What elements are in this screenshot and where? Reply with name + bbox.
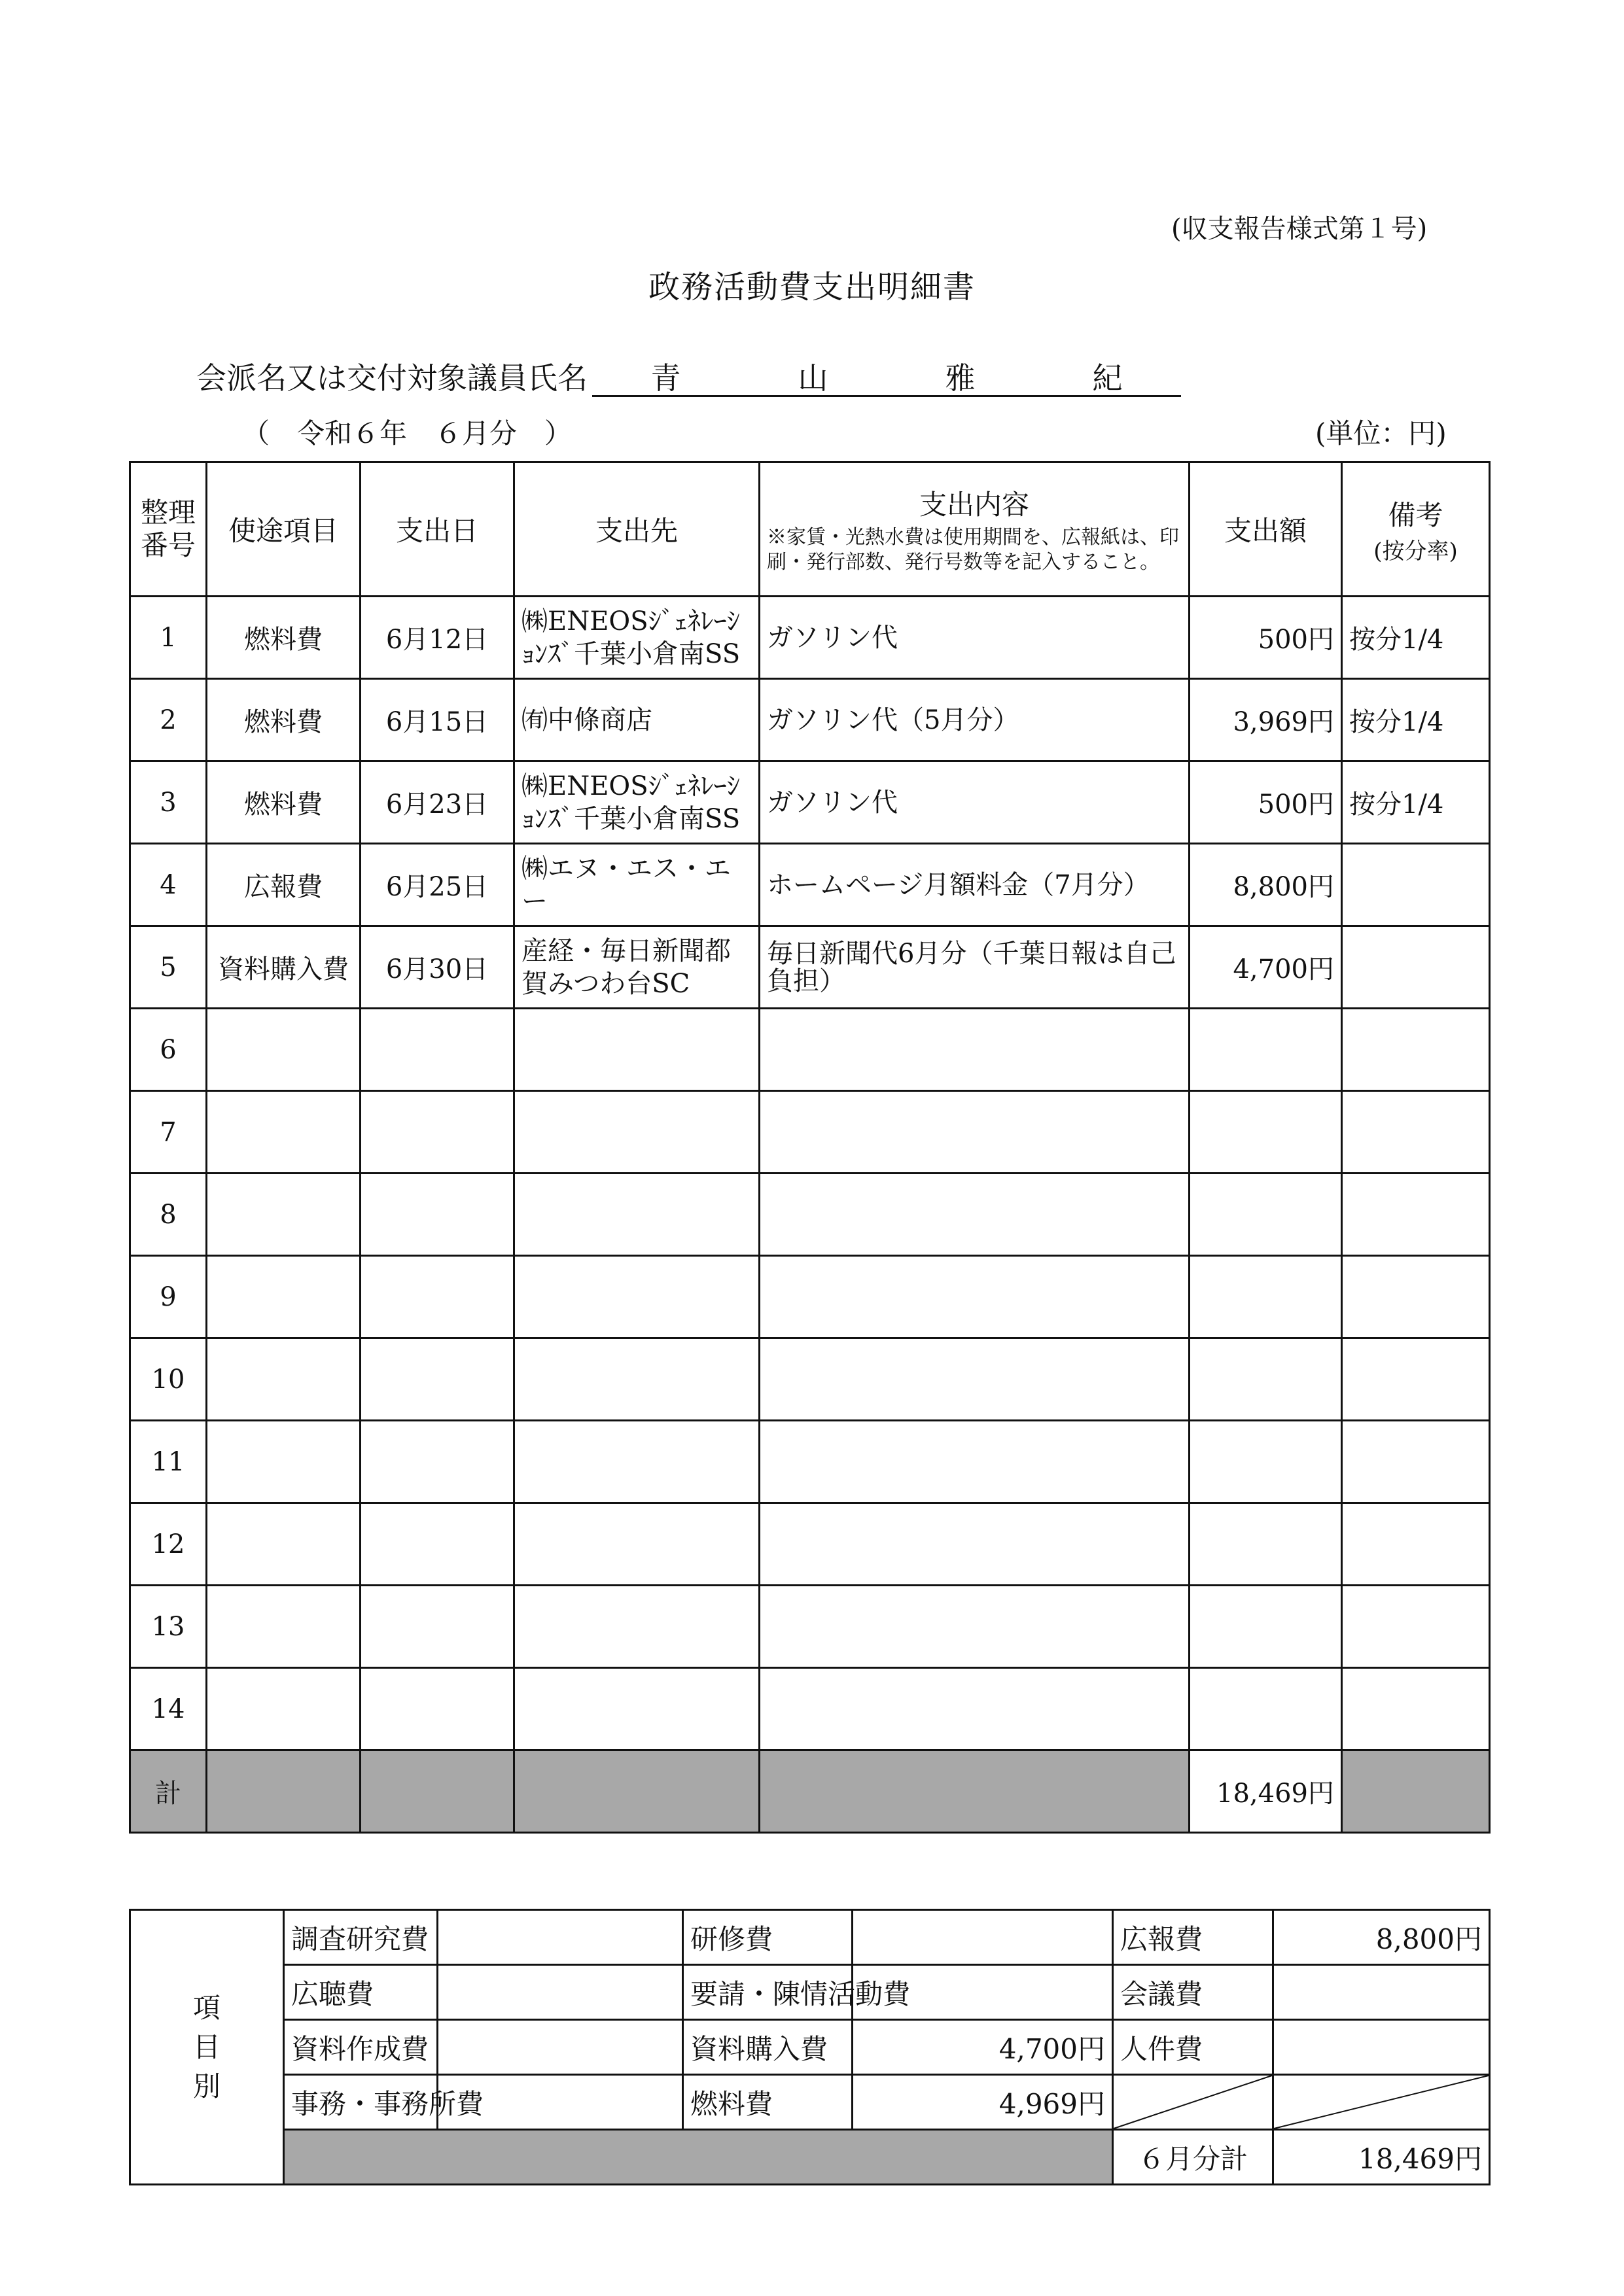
row-payee (514, 1421, 760, 1503)
row-category: 燃料費 (207, 761, 361, 844)
header-no: 整理番号 (130, 462, 207, 597)
total-row (130, 1750, 1490, 1833)
summary-amount (438, 2020, 683, 2075)
row-remarks: 按分1/4 (1342, 597, 1490, 679)
row-remarks (1342, 1421, 1490, 1503)
faction-label: 会派名又は交付対象議員氏名 (196, 360, 588, 396)
row-description: 毎日新聞代6月分（千葉日報は自己負担） (760, 926, 1190, 1009)
table-row (130, 761, 1490, 844)
summary-amount (1273, 1965, 1490, 2020)
table-row (130, 1091, 1490, 1174)
summary-amount: 8,800円 (1273, 1910, 1490, 1965)
summary-side-label (130, 1910, 284, 2185)
row-remarks (1342, 1256, 1490, 1338)
row-amount (1190, 1009, 1342, 1091)
diagonal-slash (1114, 2076, 1272, 2129)
row-category (207, 1338, 361, 1421)
row-date: 6月30日 (361, 926, 514, 1009)
header-category: 使途項目 (207, 462, 361, 597)
row-description (760, 1421, 1190, 1503)
row-category (207, 1586, 361, 1668)
row-amount (1190, 1503, 1342, 1586)
row-amount: 3,969円 (1190, 679, 1342, 761)
row-amount: 4,700円 (1190, 926, 1342, 1009)
summary-label: 広聴費 (284, 1965, 438, 2020)
row-remarks (1342, 844, 1490, 926)
row-date (361, 1256, 514, 1338)
summary-label: 研修費 (683, 1910, 853, 1965)
row-remarks (1342, 1668, 1490, 1750)
row-description (760, 1174, 1190, 1256)
row-payee: ㈲中條商店 (514, 679, 760, 761)
member-name-char: 雅 (945, 360, 976, 396)
header-amount: 支出額 (1190, 462, 1342, 597)
row-description: ガソリン代 (760, 761, 1190, 844)
header-payee: 支出先 (514, 462, 760, 597)
row-remarks: 按分1/4 (1342, 761, 1490, 844)
row-date: 6月12日 (361, 597, 514, 679)
table-row (130, 926, 1490, 1009)
summary-row (130, 2075, 1490, 2130)
row-date (361, 1009, 514, 1091)
total-empty-cell (514, 1750, 760, 1833)
row-category: 資料購入費 (207, 926, 361, 1009)
table-row (130, 1338, 1490, 1421)
row-number: 14 (130, 1668, 207, 1750)
row-category (207, 1256, 361, 1338)
row-number: 5 (130, 926, 207, 1009)
member-name-char: 紀 (1092, 360, 1123, 396)
category-summary-table (129, 1909, 1491, 2185)
summary-side-char: 別 (192, 2070, 221, 2102)
row-amount (1190, 1586, 1342, 1668)
summary-amount (1273, 2020, 1490, 2075)
document-title: 政務活動費支出明細書 (648, 269, 976, 305)
row-category (207, 1174, 361, 1256)
summary-total-row (130, 2130, 1490, 2185)
row-number: 12 (130, 1503, 207, 1586)
summary-unused-cell (1273, 2075, 1490, 2130)
row-description (760, 1668, 1190, 1750)
row-description: ガソリン代（5月分） (760, 679, 1190, 761)
row-date: 6月15日 (361, 679, 514, 761)
row-date (361, 1174, 514, 1256)
row-category: 燃料費 (207, 679, 361, 761)
row-payee: ㈱エヌ・エス・エー (514, 844, 760, 926)
row-payee (514, 1668, 760, 1750)
row-number: 11 (130, 1421, 207, 1503)
row-payee (514, 1586, 760, 1668)
row-description (760, 1338, 1190, 1421)
row-payee (514, 1503, 760, 1586)
row-payee (514, 1338, 760, 1421)
row-number: 6 (130, 1009, 207, 1091)
table-row (130, 1009, 1490, 1091)
row-payee (514, 1174, 760, 1256)
summary-amount (853, 1910, 1113, 1965)
row-description (760, 1256, 1190, 1338)
diagonal-slash (1274, 2076, 1489, 2129)
summary-label: 資料購入費 (683, 2020, 853, 2075)
row-payee (514, 1091, 760, 1174)
row-remarks (1342, 1338, 1490, 1421)
row-number: 2 (130, 679, 207, 761)
table-row (130, 1256, 1490, 1338)
table-row (130, 679, 1490, 761)
total-empty-cell (760, 1750, 1190, 1833)
row-category (207, 1668, 361, 1750)
row-number: 4 (130, 844, 207, 926)
row-category (207, 1091, 361, 1174)
row-date: 6月23日 (361, 761, 514, 844)
summary-side-char: 目 (192, 2030, 221, 2063)
row-payee (514, 1009, 760, 1091)
row-remarks (1342, 1009, 1490, 1091)
row-description (760, 1586, 1190, 1668)
row-date (361, 1338, 514, 1421)
row-remarks (1342, 1586, 1490, 1668)
table-row (130, 597, 1490, 679)
summary-label: 要請・陳情活動費 (683, 1965, 853, 2020)
summary-amount: 4,700円 (853, 2020, 1113, 2075)
row-number: 1 (130, 597, 207, 679)
total-empty-cell (207, 1750, 361, 1833)
row-date (361, 1668, 514, 1750)
row-remarks (1342, 1174, 1490, 1256)
header-date: 支出日 (361, 462, 514, 597)
row-amount (1190, 1421, 1342, 1503)
row-category (207, 1503, 361, 1586)
row-amount: 500円 (1190, 597, 1342, 679)
row-category: 燃料費 (207, 597, 361, 679)
row-amount (1190, 1174, 1342, 1256)
row-remarks (1342, 1503, 1490, 1586)
row-amount (1190, 1668, 1342, 1750)
summary-label: 広報費 (1113, 1910, 1273, 1965)
row-description (760, 1091, 1190, 1174)
row-category (207, 1421, 361, 1503)
row-date: 6月25日 (361, 844, 514, 926)
table-row (130, 1174, 1490, 1256)
row-payee: ㈱ENEOSｼﾞｪﾈﾚｰｼｮﾝｽﾞ千葉小倉南SS (514, 761, 760, 844)
summary-side-char: 項 (192, 1991, 221, 2024)
row-description (760, 1009, 1190, 1091)
member-name-char: 青 (650, 360, 681, 396)
summary-row (130, 2020, 1490, 2075)
row-number: 13 (130, 1586, 207, 1668)
row-number: 9 (130, 1256, 207, 1338)
summary-unused-cell (1113, 2075, 1273, 2130)
member-name-char: 山 (798, 360, 828, 396)
table-row (130, 1503, 1490, 1586)
summary-amount (438, 1965, 683, 2020)
table-header-row (130, 462, 1490, 597)
row-amount (1190, 1091, 1342, 1174)
row-number: 3 (130, 761, 207, 844)
total-empty-cell (361, 1750, 514, 1833)
month-total-amount: 18,469円 (1273, 2130, 1490, 2185)
summary-label: 燃料費 (683, 2075, 853, 2130)
row-category (207, 1009, 361, 1091)
header-remarks-sub: (按分率) (1373, 538, 1458, 565)
row-amount: 8,800円 (1190, 844, 1342, 926)
row-description: ガソリン代 (760, 597, 1190, 679)
form-number: (収支報告様式第１号) (1171, 214, 1428, 244)
summary-amount (438, 1910, 683, 1965)
row-amount: 500円 (1190, 761, 1342, 844)
summary-label: 会議費 (1113, 1965, 1273, 2020)
row-amount (1190, 1256, 1342, 1338)
row-date (361, 1503, 514, 1586)
row-amount (1190, 1338, 1342, 1421)
summary-amount: 4,969円 (853, 2075, 1113, 2130)
table-row (130, 1421, 1490, 1503)
total-label: 計 (130, 1750, 207, 1833)
summary-label: 事務・事務所費 (284, 2075, 438, 2130)
header-description (760, 462, 1190, 597)
row-payee (514, 1256, 760, 1338)
table-row (130, 1668, 1490, 1750)
summary-row (130, 1910, 1490, 1965)
header-remarks (1342, 462, 1490, 597)
summary-label: 人件費 (1113, 2020, 1273, 2075)
unit-label: (単位：円) (1315, 417, 1447, 449)
row-remarks: 按分1/4 (1342, 679, 1490, 761)
report-period: （ 令和６年 ６月分 ） (242, 417, 573, 449)
summary-row (130, 1965, 1490, 2020)
header-description-note: ※家賃・光熱水費は使用期間を、広報紙は、印刷・発行部数、発行号数等を記入すること。 (767, 526, 1179, 574)
table-row (130, 1586, 1490, 1668)
total-empty-cell (1342, 1750, 1490, 1833)
row-category: 広報費 (207, 844, 361, 926)
summary-shaded-area (284, 2130, 1113, 2185)
row-remarks (1342, 926, 1490, 1009)
total-amount: 18,469円 (1190, 1750, 1342, 1833)
header-remarks-title: 備考 (1388, 498, 1443, 531)
row-payee: 産経・毎日新聞都賀みつわ台SC (514, 926, 760, 1009)
header-description-title: 支出内容 (919, 489, 1029, 521)
row-date (361, 1586, 514, 1668)
row-number: 7 (130, 1091, 207, 1174)
row-date (361, 1421, 514, 1503)
table-row (130, 844, 1490, 926)
summary-label: 調査研究費 (284, 1910, 438, 1965)
month-total-label: ６月分計 (1113, 2130, 1273, 2185)
row-remarks (1342, 1091, 1490, 1174)
row-number: 8 (130, 1174, 207, 1256)
row-number: 10 (130, 1338, 207, 1421)
row-payee: ㈱ENEOSｼﾞｪﾈﾚｰｼｮﾝｽﾞ千葉小倉南SS (514, 597, 760, 679)
expenditure-table (129, 461, 1491, 1834)
summary-label: 資料作成費 (284, 2020, 438, 2075)
member-name (592, 355, 1181, 397)
row-description (760, 1503, 1190, 1586)
row-description: ホームページ月額料金（7月分） (760, 844, 1190, 926)
row-date (361, 1091, 514, 1174)
